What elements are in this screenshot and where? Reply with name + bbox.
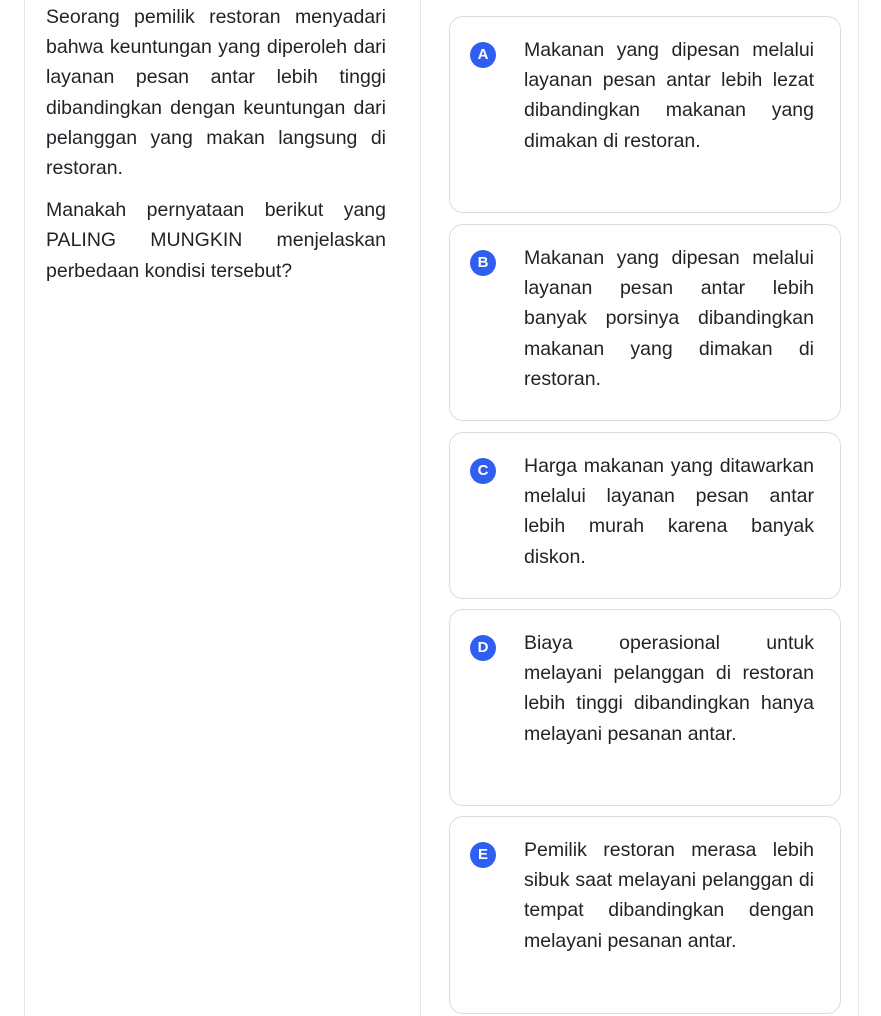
option-c-text: Harga makanan yang ditawarkan melalui layanan pesan antar lebih murah karena banyak diskon. bbox=[524, 455, 814, 568]
option-a-text: Makanan yang dipesan melalui layanan pesan antar lebih lezat dibandingkan makanan yang dimakan di restoran. bbox=[524, 39, 814, 152]
option-e-badge: E bbox=[470, 842, 496, 868]
question-panel bbox=[46, 2, 386, 298]
option-c[interactable] bbox=[449, 432, 841, 599]
option-e-text: Pemilik restoran merasa lebih sibuk saat melayani pelanggan di tempat dibandingkan dengan melayani pesanan antar. bbox=[524, 839, 814, 952]
option-e[interactable] bbox=[449, 816, 841, 1014]
question-stem: Seorang pemilik restoran menyadari bahwa keuntungan yang diperoleh dari layanan pesan antar lebih tinggi dibandingkan dengan keuntungan dari pelanggan yang makan langsung di restoran. bbox=[46, 6, 386, 180]
option-d[interactable] bbox=[449, 609, 841, 806]
question-prompt: Manakah pernyataan berikut yang PALING MUNGKIN menjelaskan perbedaan kondisi tersebut? bbox=[46, 199, 386, 282]
option-b-badge: B bbox=[470, 250, 496, 276]
column-divider bbox=[420, 0, 421, 1016]
right-divider bbox=[858, 0, 859, 1016]
option-a-badge: A bbox=[470, 42, 496, 68]
option-b-text: Makanan yang dipesan melalui layanan pesan antar lebih banyak porsinya dibandingkan makanan yang dimakan di restoran. bbox=[524, 247, 814, 390]
option-d-text: Biaya operasional untuk melayani pelanggan di restoran lebih tinggi dibandingkan hanya melayani pesanan antar. bbox=[524, 632, 814, 745]
option-b[interactable] bbox=[449, 224, 841, 421]
option-a[interactable] bbox=[449, 16, 841, 213]
left-divider bbox=[24, 0, 25, 1016]
option-c-badge: C bbox=[470, 458, 496, 484]
option-d-badge: D bbox=[470, 635, 496, 661]
